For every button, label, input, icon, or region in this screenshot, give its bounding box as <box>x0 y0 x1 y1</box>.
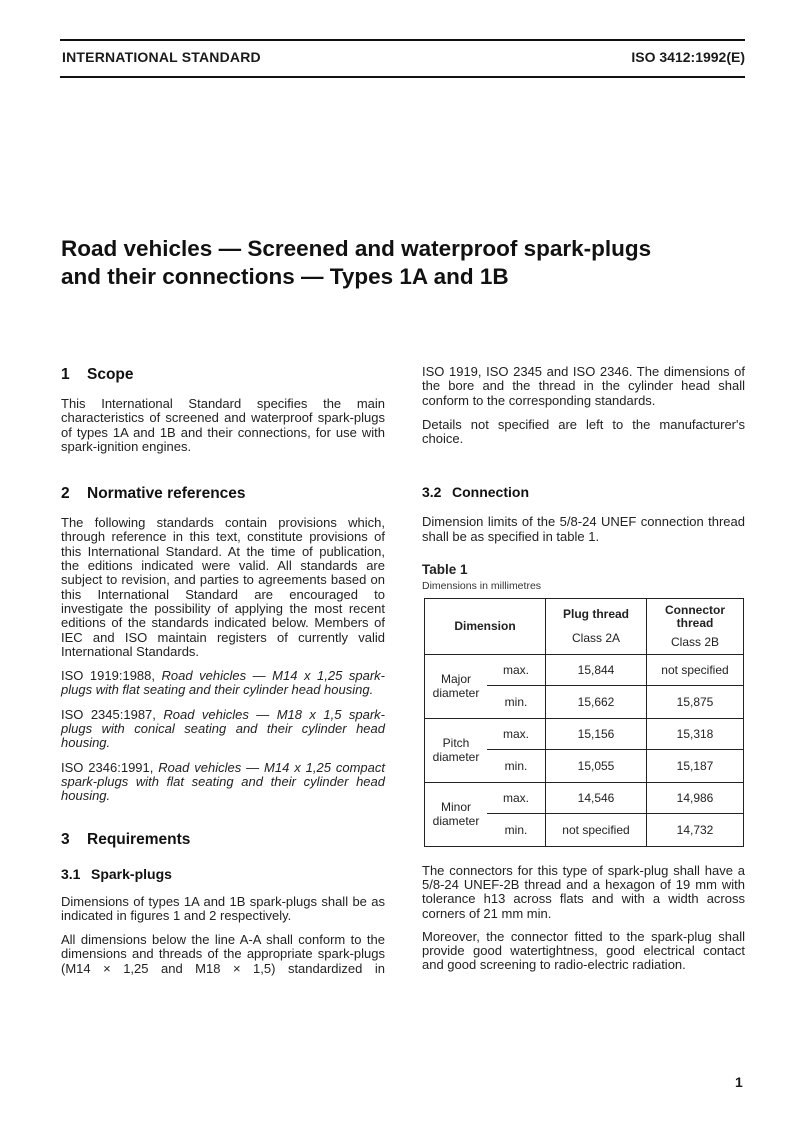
spark-plugs-para-2: All dimensions below the line A-A shall conform to the dimensions and threads of the appropriate spark-plugs (M14 × 1,25 and M18 × 1,5) standardized in <box>61 932 385 976</box>
title-line-2: and their connections — Types 1A and 1B <box>61 264 509 289</box>
row-plug-value: 15,055 <box>546 749 647 782</box>
header-plug-thread: Plug thread Class 2A <box>546 598 647 654</box>
spark-plugs-para-2-continued: ISO 1919, ISO 2345 and ISO 2346. The dimensions of the bore and the thread in the cylinder head shall conform to the corresponding standards. <box>422 364 745 408</box>
row-limit: min. <box>487 685 546 718</box>
section-scope-heading: 1 Scope <box>61 366 134 383</box>
table-row <box>425 718 744 749</box>
header-document-number: ISO 3412:1992(E) <box>631 49 745 65</box>
row-connector-value: 15,187 <box>647 749 744 782</box>
scope-text: This International Standard specifies the main characteristics of screened and waterproof spark-plugs of types 1A and 1B and their connections, for use with spark-ignition engines. <box>61 396 385 454</box>
row-plug-value: 15,156 <box>546 718 647 749</box>
row-connector-value: 14,986 <box>647 782 744 813</box>
header-rule-bottom <box>60 76 745 78</box>
row-limit: min. <box>487 749 546 782</box>
table-title: Table 1 <box>422 562 468 578</box>
header-document-type: INTERNATIONAL STANDARD <box>62 49 261 65</box>
connection-after-2: Moreover, the connector fitted to the spark-plug shall provide good watertightness, good electrical contact and good screening to radio-electric radiation. <box>422 928 745 973</box>
spark-plugs-para-1: Dimensions of types 1A and 1B spark-plugs shall be as indicated in figures 1 and 2 respectively. <box>61 893 385 923</box>
row-group-label: Minor diameter <box>425 782 488 846</box>
section-spark-plugs-heading: 3.1 Spark-plugs <box>61 865 172 882</box>
left-column <box>61 366 385 976</box>
row-plug-value: 15,844 <box>546 654 647 685</box>
row-connector-value: 15,875 <box>647 685 744 718</box>
row-group-label: Pitch diameter <box>425 718 488 782</box>
header-rule-top <box>60 39 745 41</box>
row-plug-value: 15,662 <box>546 685 647 718</box>
row-plug-value: not specified <box>546 813 647 846</box>
document-title <box>61 235 751 291</box>
row-connector-value: 14,732 <box>647 813 744 846</box>
reference-item: ISO 2345:1987, Road vehicles — M18 x 1,5 spark-plugs with conical seating and their cylinder head housing. <box>61 706 385 751</box>
connection-intro: Dimension limits of the 5/8-24 UNEF connection thread shall be as specified in table 1. <box>422 514 745 544</box>
table-header-row <box>425 598 744 654</box>
row-limit: max. <box>487 782 546 813</box>
row-limit: max. <box>487 654 546 685</box>
row-connector-value: not specified <box>647 654 744 685</box>
table-row <box>425 654 744 685</box>
row-connector-value: 15,318 <box>647 718 744 749</box>
section-connection-heading: 3.2 Connection <box>422 484 529 501</box>
dimension-table <box>424 598 744 847</box>
connection-after-1: The connectors for this type of spark-plug shall have a 5/8-24 UNEF-2B thread and a hexagon of 19 mm with tolerance h13 across flats and with a width across corners of 21 mm min. <box>422 862 745 921</box>
row-limit: max. <box>487 718 546 749</box>
section-requirements-heading: 3 Requirements <box>61 830 191 848</box>
page-number: 1 <box>735 1074 743 1090</box>
row-plug-value: 14,546 <box>546 782 647 813</box>
header-connector-thread: Connector thread Class 2B <box>647 598 744 654</box>
table-units: Dimensions in millimetres <box>422 580 542 593</box>
section-normative-heading: 2 Normative references <box>61 485 246 503</box>
title-line-1: Road vehicles — Screened and waterproof spark-plugs <box>61 236 652 261</box>
normative-text: The following standards contain provisions which, through reference in this text, constitute provisions of this International Standard. At the time of publication, the editions indicated were valid. All standards are subject to revision, and parties to agreements based on this International Standard are encouraged to investigate the possibility of applying the most recent editions of the standards indicated below. Members of IEC and ISO maintain registers of currently valid International Standards. <box>61 515 385 659</box>
right-column <box>422 365 745 973</box>
header-dimension: Dimension <box>425 598 546 654</box>
row-group-label: Major diameter <box>425 654 488 718</box>
table-row <box>425 782 744 813</box>
reference-item: ISO 2346:1991, Road vehicles — M14 x 1,25 compact spark-plugs with flat seating and their cylinder head housing. <box>61 759 386 804</box>
row-limit: min. <box>487 813 546 846</box>
spark-plugs-para-3: Details not specified are left to the manufacturer's choice. <box>422 416 745 447</box>
reference-item: ISO 1919:1988, Road vehicles — M14 x 1,25 spark-plugs with flat seating and their cylinder head housing. <box>61 668 385 698</box>
